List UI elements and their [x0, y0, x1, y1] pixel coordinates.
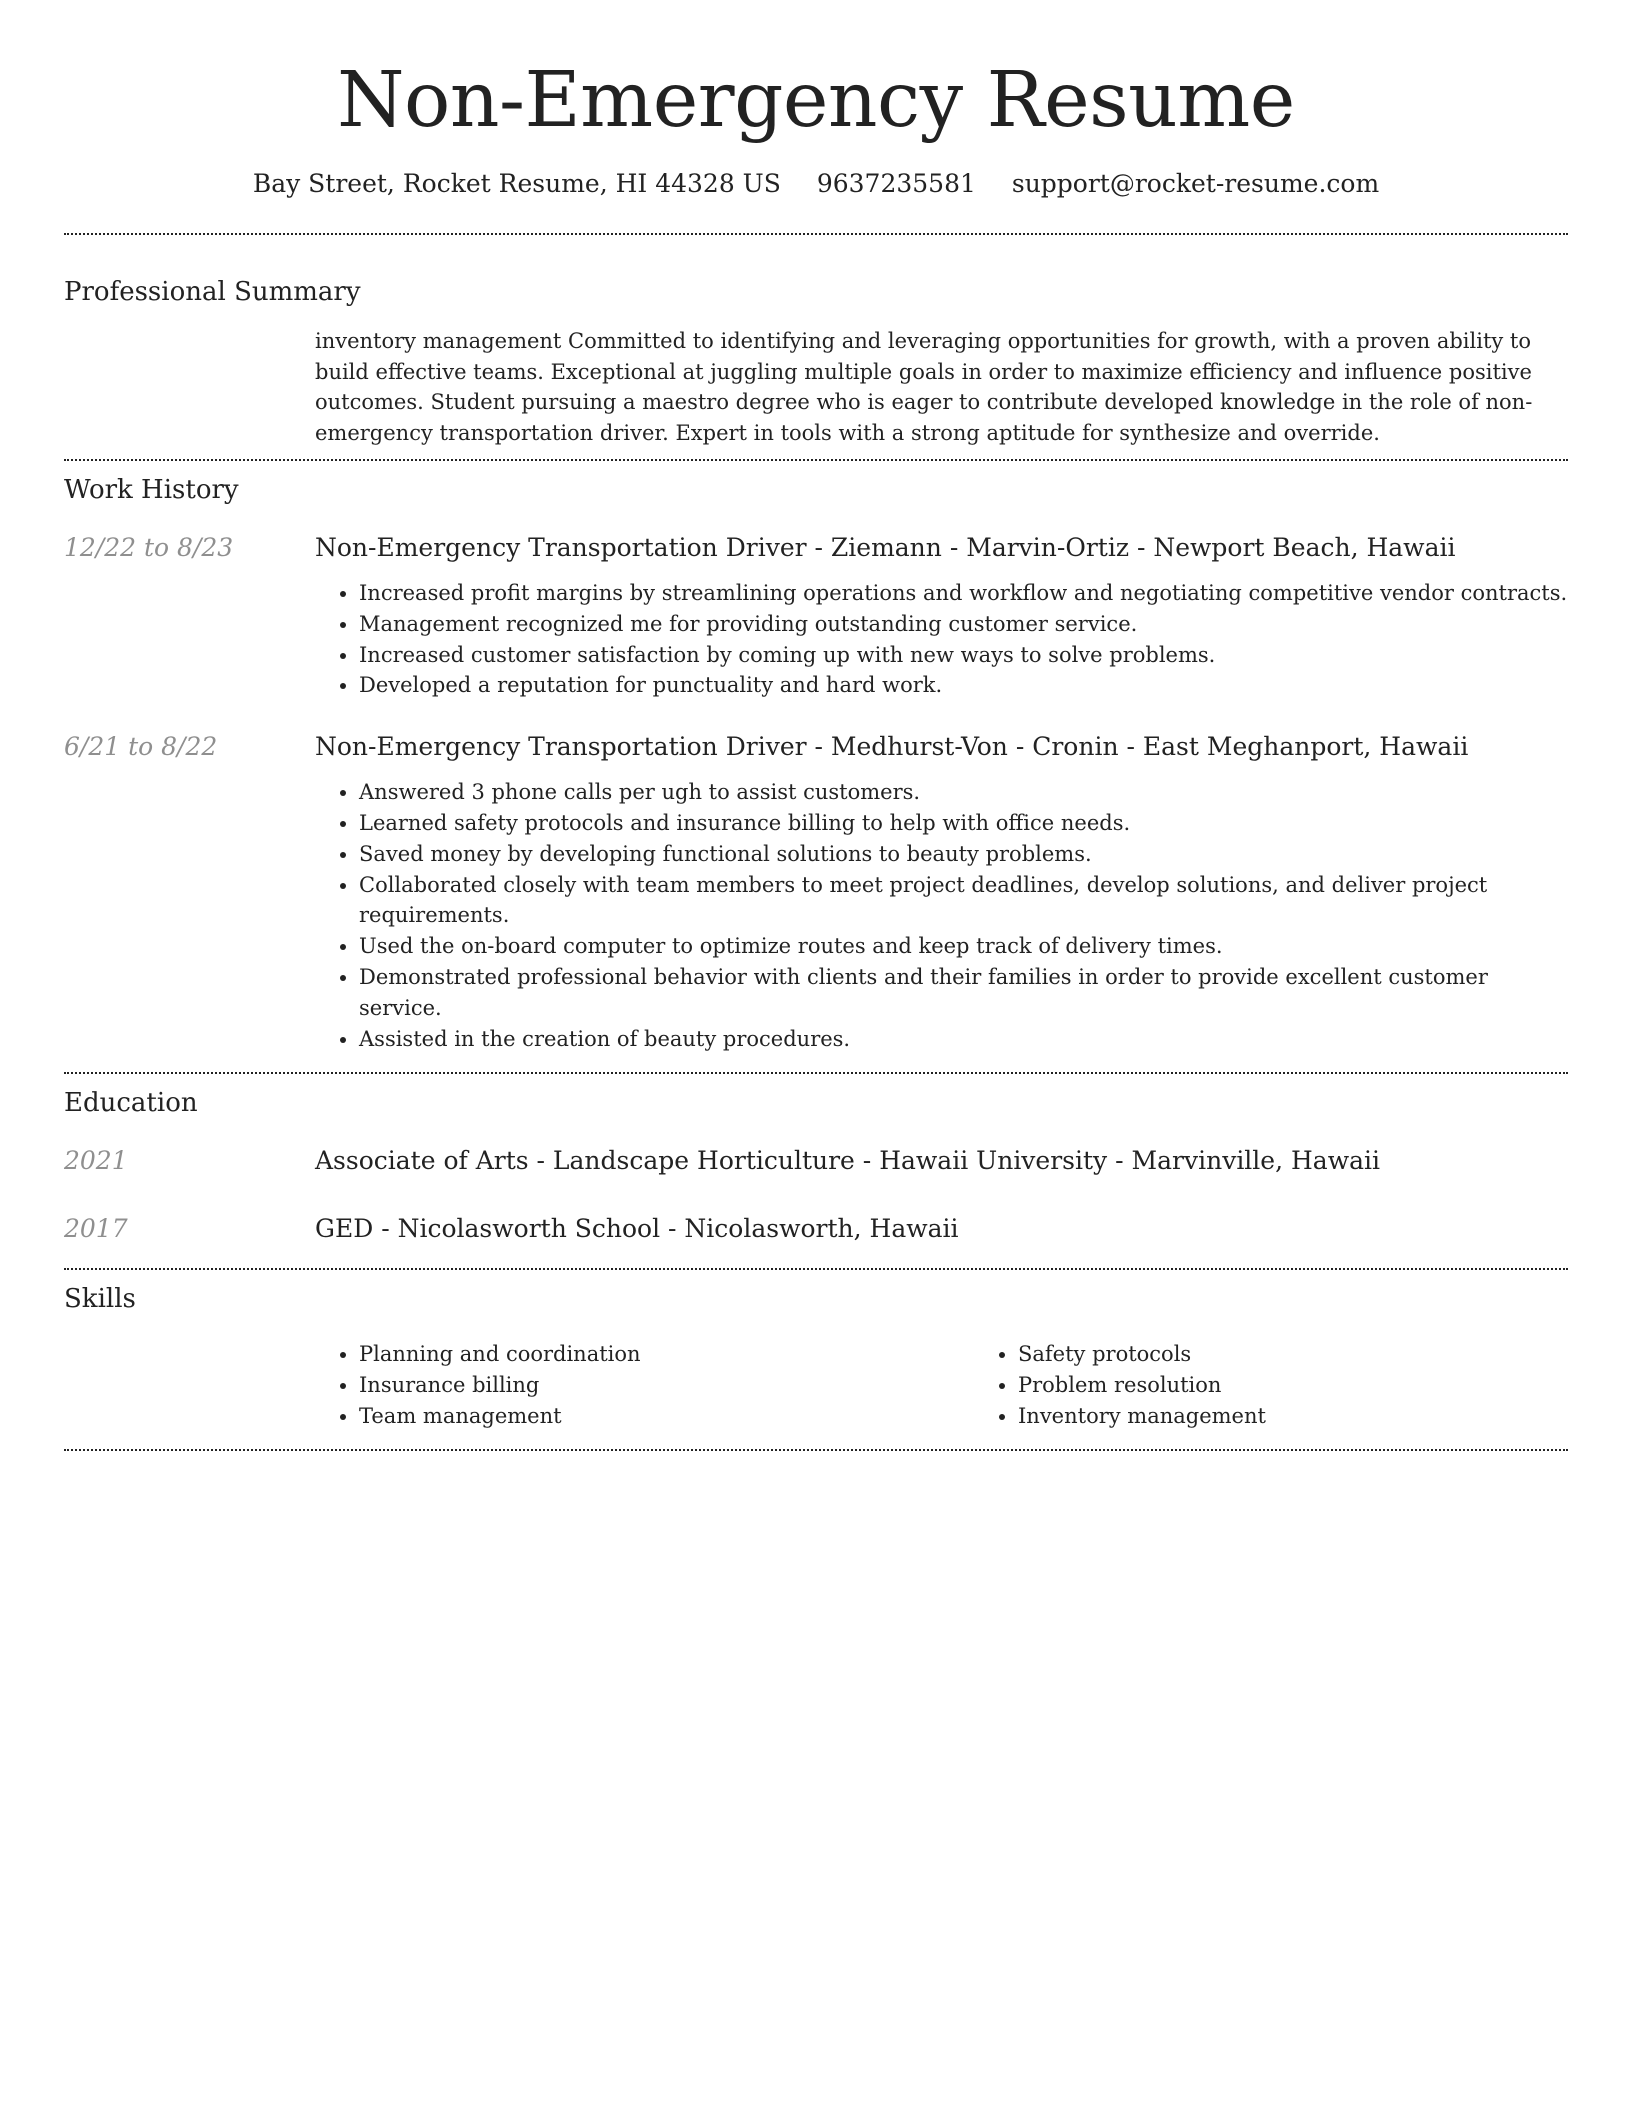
education-year: 2017 [64, 1214, 128, 1244]
education-title: Education [64, 1088, 198, 1119]
job-dates: 12/22 to 8/23 [64, 533, 234, 562]
list-item: • Increased profit margins by streamlining operations and workflow and negotiating competitive vendor contracts. [359, 578, 1568, 609]
education-entry [64, 1144, 1568, 1178]
divider [64, 1072, 1568, 1074]
divider [64, 1268, 1568, 1270]
skills-list [315, 1339, 1632, 1431]
contact-phone: 9637235581 [816, 169, 976, 198]
summary-text: inventory management Committed to identifying and leveraging opportunities for growth, with a proven ability to build effective teams. Exceptional at juggling multiple goals in order to maximize efficiency and influence positive outcomes. Student pursuing a maestro degree who is eager to contribute developed knowledge in the role of non-emergency transportation driver. Expert in tools with a strong aptitude for synthesize and override. [315, 329, 1533, 445]
contact-line [64, 168, 1568, 200]
list-item: • Increased customer satisfaction by coming up with new ways to solve problems. [359, 640, 1568, 671]
contact-email: support@rocket-resume.com [1011, 169, 1380, 198]
skills-column-left [315, 1339, 974, 1431]
list-item: • Learned safety protocols and insurance billing to help with office needs. [359, 808, 1568, 839]
list-item: • Answered 3 phone calls per ugh to assist customers. [359, 777, 1568, 808]
skill-item: • Safety protocols [1018, 1339, 1632, 1370]
education-section [64, 1086, 1568, 1246]
education-heading: GED - Nicolasworth School - Nicolasworth, Hawaii [315, 1214, 959, 1244]
skill-item: • Inventory management [1018, 1401, 1632, 1432]
skill-item: • Problem resolution [1018, 1370, 1632, 1401]
list-item: • Saved money by developing functional solutions to beauty problems. [359, 839, 1568, 870]
work-history-title: Work History [64, 475, 239, 505]
summary-title: Professional Summary [64, 277, 361, 307]
job-heading: Non-Emergency Transportation Driver - Medhurst-Von - Cronin - East Meghanport, Hawaii [315, 732, 1469, 762]
skills-title: Skills [64, 1284, 136, 1315]
education-entry [64, 1212, 1568, 1246]
education-heading: Associate of Arts - Landscape Horticulture - Hawaii University - Marvinville, Hawaii [315, 1146, 1380, 1176]
job-entry [64, 730, 1568, 1054]
divider [64, 459, 1568, 461]
list-item: • Management recognized me for providing outstanding customer service. [359, 609, 1568, 640]
skill-item: • Planning and coordination [359, 1339, 974, 1370]
skill-item: • Insurance billing [359, 1370, 974, 1401]
contact-address: Bay Street, Rocket Resume, HI 44328 US [252, 169, 781, 198]
list-item: • Collaborated closely with team members to meet project deadlines, develop solutions, and deliver project requirements. [359, 870, 1568, 932]
job-dates: 6/21 to 8/22 [64, 732, 218, 762]
job-entry [64, 531, 1568, 701]
summary-section [64, 275, 1568, 448]
education-year: 2021 [64, 1146, 128, 1176]
job-bullets [315, 777, 1568, 1054]
skill-item: • Team management [359, 1401, 974, 1432]
job-bullets [315, 578, 1568, 701]
job-heading: Non-Emergency Transportation Driver - Ziemann - Marvin-Ortiz - Newport Beach, Hawaii [315, 533, 1456, 562]
resume-name: Non-Emergency Resume [337, 56, 1295, 145]
list-item: • Used the on-board computer to optimize routes and keep track of delivery times. [359, 931, 1568, 962]
skills-section [64, 1282, 1568, 1431]
skills-column-right [974, 1339, 1632, 1431]
list-item: • Developed a reputation for punctuality and hard work. [359, 670, 1568, 701]
list-item: • Assisted in the creation of beauty procedures. [359, 1024, 1568, 1055]
work-history-section [64, 473, 1568, 1054]
divider [64, 1449, 1568, 1451]
resume-page [64, 0, 1568, 1451]
list-item: • Demonstrated professional behavior with clients and their families in order to provide excellent customer service. [359, 962, 1568, 1024]
divider [64, 233, 1568, 235]
